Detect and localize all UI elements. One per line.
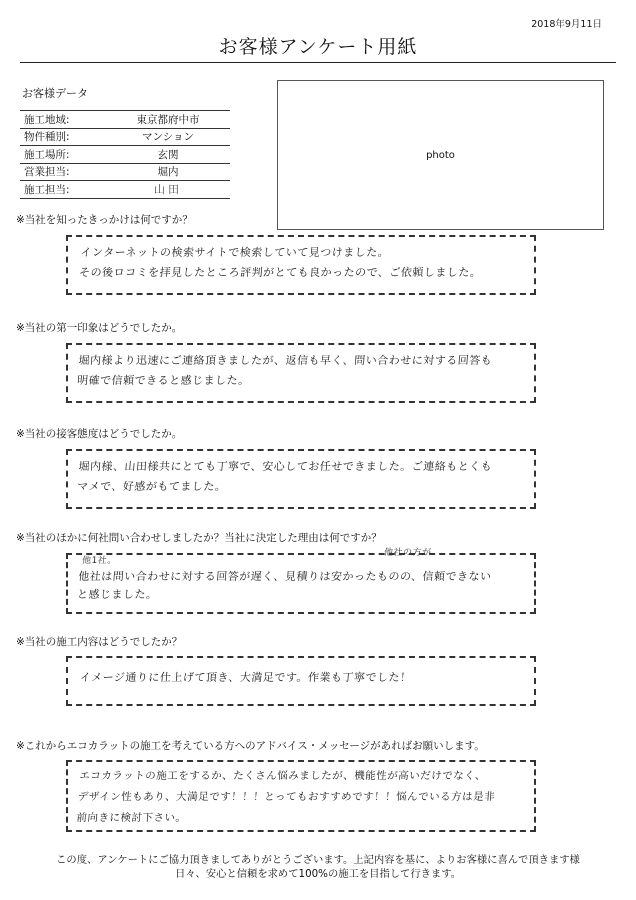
customer-data-heading: お客様データ [22,87,88,100]
customer-info-table [20,110,230,199]
info-row-location [20,146,230,164]
answer-box-1 [66,235,536,295]
footer-message [0,853,636,881]
info-label: 施工場所: [20,146,106,164]
question-5: ※当社の施工内容はどうでしたか？ [16,636,183,648]
info-value: マンション [106,128,230,146]
footer-line: この度、アンケートにご協力頂きましてありがとうございます。上記内容を基に、よりお客様に喜んで頂きます様 [56,854,580,866]
photo-label: photo [426,149,455,161]
info-row-installer [20,181,230,199]
answer-box-6 [66,760,536,832]
question-3: ※当社の接客態度はどうでしたか。 [16,428,183,440]
answer-line: マメで、好感がもてました。 [76,480,227,493]
answer-line: 他社は問い合わせに対する回答が遅く、見積りは安かったものの、信頼できない [77,570,493,583]
info-label: 施工地域: [20,111,106,129]
info-row-sales [20,163,230,181]
answer-line: イメージ通りに仕上げて頂き、大満足です。作業も丁寧でした！ [79,671,412,684]
info-label: 物件種別: [20,128,106,146]
info-label: 営業担当: [20,163,106,181]
answer-box-3 [66,449,536,509]
answer-line: と感じました。 [76,588,158,601]
answer-box-5 [66,656,536,706]
info-value: 堀内 [106,163,230,181]
answer-insert-note: 他社の方が [383,548,432,558]
info-value: 玄関 [106,146,230,164]
answer-line: インターネットの検索サイトで検索していて見つけました。 [80,246,390,259]
info-value-handwritten: 山田 [106,181,230,199]
answer-line: 前向きに検討下さい。 [76,812,187,824]
answer-line: エコカラットの施工をするか、たくさん悩みましたが、機能性が高いだけでなく、 [78,770,487,782]
photo-placeholder [277,80,604,230]
question-2: ※当社の第一印象はどうでしたか。 [16,322,183,334]
question-6: ※これからエコカラットの施工を考えている方へのアドバイス・メッセージがあればお願いします。 [16,740,485,752]
answer-line: 堀内様、山田様共にとても丁寧で、安心してお任せできました。ご連絡もとくも [78,460,493,473]
survey-date: 2018年9月11日 [531,19,602,30]
page-title: お客様アンケート用紙 [218,36,418,58]
question-1: ※当社を知ったきっかけは何ですか？ [16,214,193,226]
title-divider [20,62,616,63]
footer-line: 日々、安心と信頼を求めて100%の施工を目指して行きます。 [174,868,462,880]
info-value: 東京都府中市 [106,111,230,129]
answer-line: デザイン性もあり、大満足です！！！とってもおすすめです！！悩んでいる方は是非 [77,791,496,803]
answer-note: 他1社。 [81,556,118,566]
question-4: ※当社のほかに何社問い合わせしましたか？当社に決定した理由は何ですか？ [16,532,382,544]
info-label: 施工担当: [20,181,106,199]
answer-box-4 [66,548,536,614]
answer-box-2 [66,343,536,403]
answer-line: 明確で信頼できると感じました。 [76,374,251,387]
answer-line: その後ロコミを拝見したところ評判がとても良かったので、ご依頼しました。 [78,266,482,279]
answer-line: 堀内様より迅速にご連絡頂きましたが、返信も早く、問い合わせに対する回答も [78,354,493,367]
info-row-area [20,111,230,129]
info-row-property [20,128,230,146]
